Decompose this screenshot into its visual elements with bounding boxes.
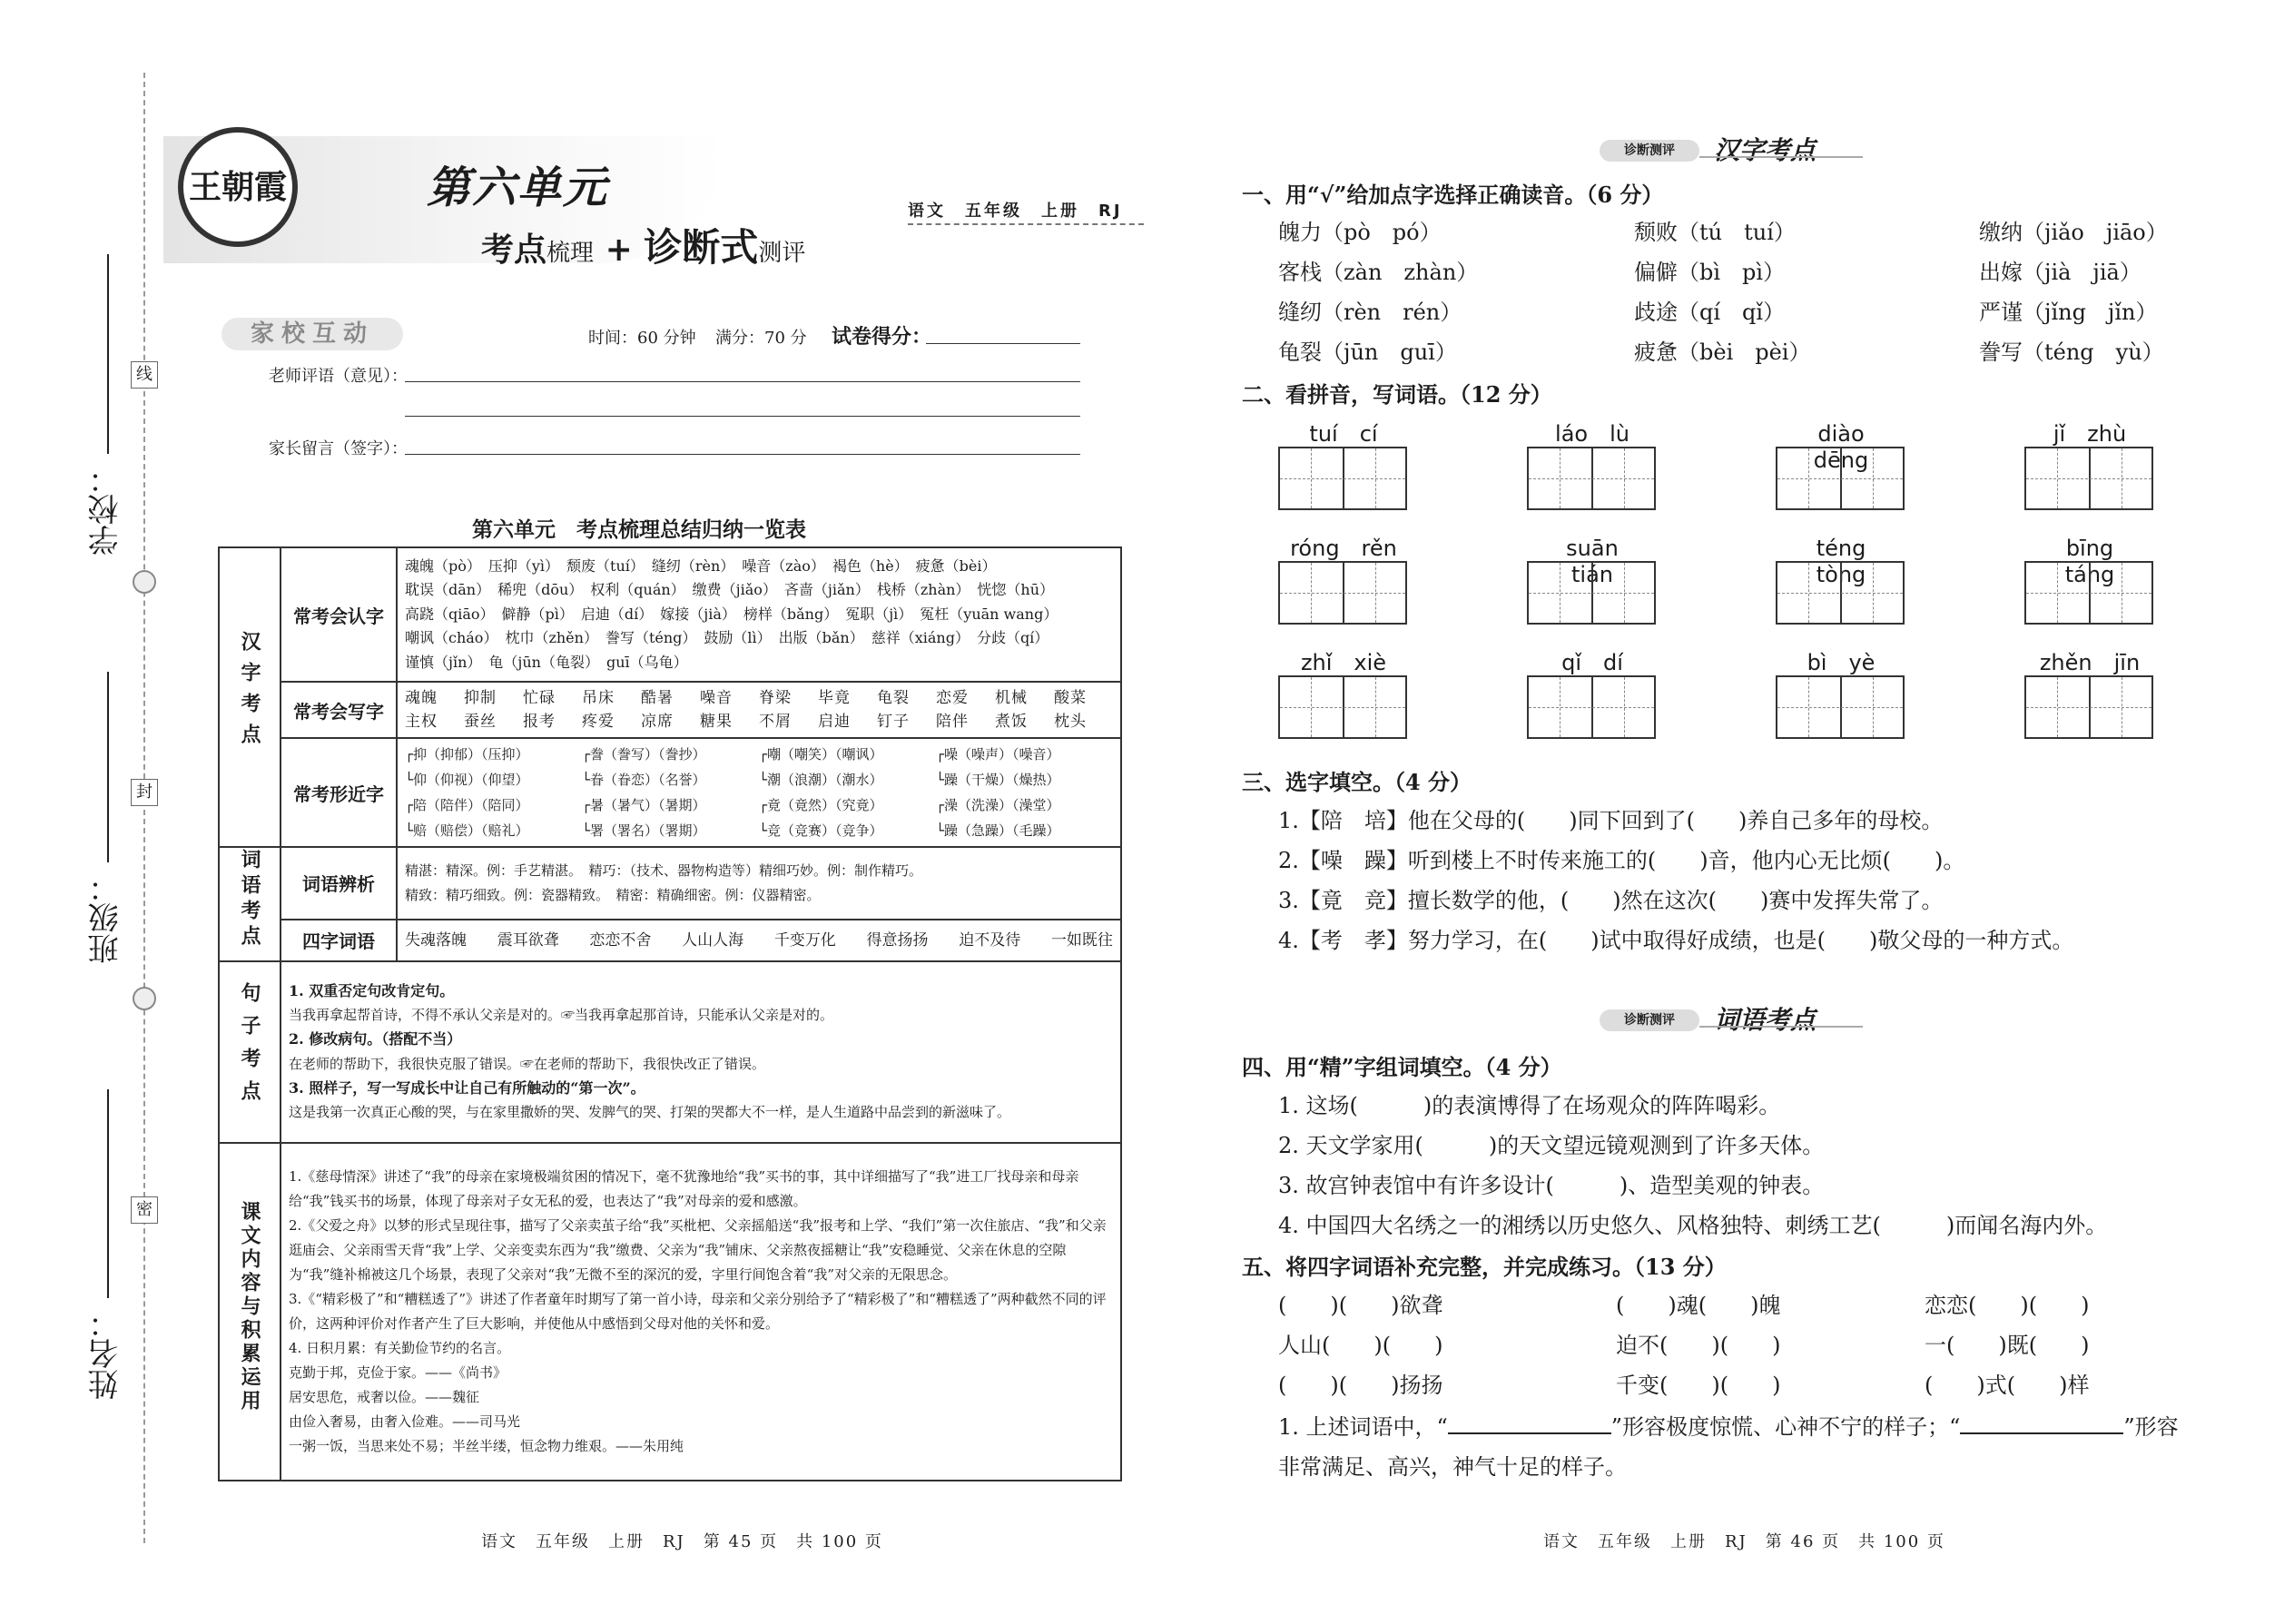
idiom: 得意扬扬 — [866, 930, 929, 950]
idiom-fill[interactable]: 一( )既( ) — [1925, 1333, 2090, 1358]
idiom: 恋恋不舍 — [589, 930, 652, 950]
sentence-example: 在老师的帮助下，我很快克服了错误。☞在老师的帮助下，我很快改正了错误。 — [289, 1055, 766, 1072]
name-label: 姓名： — [88, 1307, 124, 1400]
question-3-item[interactable]: 1.【陪 培】他在父母的( )同下回到了( )养自己多年的母校。 — [1278, 808, 1944, 833]
page-subtitle: 考点梳理 + 诊断式测评 — [481, 225, 806, 270]
kewen-line: 一粥一饭，当思来处不易；半丝半缕，恒念物力维艰。——朱用纯 — [289, 1438, 684, 1454]
question-2-title: 二、看拼音，写词语。（12 分） — [1242, 381, 1552, 408]
kewen-line: 由俭入奢易，由奢入俭难。——司马光 — [289, 1413, 521, 1430]
reading-choice[interactable]: 疲惫（bèi pèi） — [1634, 340, 1811, 365]
reading-choice[interactable]: 客栈（zàn zhàn） — [1278, 260, 1479, 285]
reading-choice[interactable]: 誊写（téng yù） — [1979, 340, 2164, 365]
section-tag-ciyu: 诊断测评 词语考点 — [1600, 1004, 1863, 1037]
similar-char-pair: ┌竟（竟然）（究竟） — [759, 797, 883, 813]
kewen-line: 1.《慈母情深》讲述了“我”的母亲在家境极端贫困的情况下，毫不犹豫地给“我”买书的事，其中详细描写了“我”进工厂找母亲和母亲给“我”钱买书的场景，体现了母亲对子女无私的爱，也表达了“我”对母亲的爱和感激。 — [289, 1168, 1079, 1209]
teacher-comment-label: 老师评语（意见）： — [269, 367, 408, 386]
kewen-line: 居安思危，戒奢以俭。——魏征 — [289, 1389, 480, 1405]
similar-char-pair: └躁（急躁）（毛躁） — [936, 822, 1060, 839]
teacher-comment-field[interactable] — [405, 381, 1080, 382]
idiom-fill[interactable]: 恋恋( )( ) — [1925, 1293, 2090, 1318]
question-4-item[interactable]: 2. 天文学家用( )的天文望远镜观测到了许多天体。 — [1278, 1133, 1825, 1158]
writing-box[interactable] — [2024, 561, 2153, 625]
similar-char-pair: └潮（浪潮）（潮水） — [759, 772, 883, 788]
xiezi-word: 酸菜 — [1054, 688, 1087, 707]
similar-char-pair: ┌抑（抑郁）（压抑） — [405, 746, 529, 763]
similar-char-pair: └署（署名）（署期） — [582, 822, 706, 839]
similar-char-pair: └竞（竞赛）（竞争） — [759, 822, 883, 839]
similar-char-pair: ┌澡（洗澡）（澡堂） — [936, 797, 1060, 813]
similar-char-pair: └躁（干燥）（燥热） — [936, 772, 1060, 788]
xingjin-grid — [397, 738, 1121, 847]
category-juzi: 句子考点 — [219, 961, 281, 1143]
seal-mark: 线 — [131, 361, 158, 389]
pinyin-prompt: téng tòng — [1816, 536, 1888, 587]
xiezi-word: 枕头 — [1054, 713, 1087, 731]
pinyin-prompt: zhǐ xiè — [1300, 650, 1387, 675]
question-3-item[interactable]: 4.【考 孝】努力学习，在( )试中取得好成绩，也是( )敬父母的一种方式。 — [1278, 928, 2074, 953]
writing-box[interactable] — [1527, 561, 1656, 625]
pinyin-prompt: róng rěn — [1290, 536, 1397, 561]
sizi-list — [397, 920, 1121, 961]
writing-box[interactable] — [2024, 447, 2153, 510]
summary-table — [218, 546, 1122, 1481]
writing-box[interactable] — [1278, 447, 1407, 510]
kewen-line: 4. 日积月累：有关勤俭节约的名言。 — [289, 1340, 511, 1356]
pinyin-prompt: suān tián — [1566, 536, 1640, 587]
xiezi-word: 报考 — [523, 713, 556, 731]
reading-choice[interactable]: 缝纫（rèn rén） — [1278, 300, 1462, 325]
idiom: 千变万化 — [773, 930, 836, 950]
idiom: 失魂落魄 — [405, 930, 467, 950]
xiezi-word: 脊梁 — [759, 688, 792, 707]
kewen-line: 2.《父爱之舟》以梦的形式呈现往事，描写了父亲卖茧子给“我”买枇杷、父亲摇船送“我”报考和上学、“我们”第一次住旅店、“我”和父亲逛庙会、父亲雨雪天背“我”上学、父亲变卖东西为“我”缴费、父亲为“我”铺床、父亲熬夜摇糖让“我”安稳睡觉、父亲在休息的空隙为“我”缝补棉被这几个场景，表现了父亲对“我”无微不至的深沉的爱，字里行间饱含着“我”对父亲的无限思念。 — [289, 1217, 1107, 1283]
pinyin-prompt: zhěn jīn — [2039, 650, 2141, 675]
kewen-line: 克勤于邦，克俭于家。——《尚书》 — [289, 1364, 507, 1381]
bianxi-content: 精湛：精深。例：手艺精湛。 精巧：（技术、器物构造等）精细巧妙。例：制作精巧。 精致：精巧细致。例：瓷器精致。 精密：精确细密。例：仪器精密。 — [397, 847, 1121, 920]
seal-mark: 密 — [131, 1196, 158, 1224]
category-kewen: 课文内容与积累运用 — [219, 1143, 281, 1481]
reading-choice[interactable]: 严谨（jǐng jǐn） — [1979, 300, 2158, 325]
juzi-content — [281, 961, 1121, 1143]
xiezi-word: 抑制 — [464, 688, 497, 707]
renzi-list: 魂魄（pò） 压抑（yì） 颓废（tuí） 缝纫（rèn） 噪音（zào） 褐色（hè） 疲惫（bèi） 耽误（dān） 稀兜（dōu） 权利（quán） 缴费（jiǎo） 吝啬（jiǎn） 栈桥（zhàn） 恍惚（hū） 高跷（qiāo） 僻静（pì） 启迪（dí） 嫁接（jià） 榜样（bǎng） 冤职（jì） 冤枉（yuān wang） 嘲讽（cháo） 枕巾（zhěn） 誊写（téng） 鼓励（lì） 出版（bǎn） 慈祥（xiáng） 分歧（qí） 谨慎（jǐn） 龟（jūn（龟裂） guī（乌龟） — [397, 547, 1121, 682]
idiom: 迫不及待 — [959, 930, 1021, 950]
unit-title: 第六单元 — [427, 162, 609, 213]
teacher-comment-field[interactable] — [405, 416, 1080, 417]
question-3-title: 三、选字填空。（4 分） — [1242, 769, 1472, 795]
section-tag-hanzi: 诊断测评 汉字考点 — [1600, 134, 1863, 167]
sentence-type: 2. 修改病句。（搭配不当） — [289, 1030, 462, 1048]
question-4-item[interactable]: 1. 这场( )的表演博得了在场观众的阵阵喝彩。 — [1278, 1093, 1781, 1118]
footer-left: 语文 五年级 上册 RJ 第 45 页 共 100 页 — [481, 1532, 883, 1551]
similar-char-pair: ┌暑（暑气）（暑期） — [582, 797, 706, 813]
score-label: 试卷得分： — [832, 325, 932, 349]
class-field[interactable] — [107, 672, 109, 862]
similar-char-pair: ┌嘲（嘲笑）（嘲讽） — [759, 746, 883, 763]
xiezi-word: 蚕丝 — [464, 713, 497, 731]
name-field[interactable] — [107, 1089, 109, 1298]
sub-bianxi: 词语辨析 — [281, 847, 397, 920]
sentence-example: 当我再拿起帮首诗，不得不承认父亲是对的。☞当我再拿起那首诗，只能承认父亲是对的。 — [289, 1007, 834, 1024]
footer-right: 语文 五年级 上册 RJ 第 46 页 共 100 页 — [1543, 1532, 1945, 1551]
question-3-item[interactable]: 2.【噪 躁】听到楼上不时传来施工的( )音，他内心无比烦( )。 — [1278, 848, 1965, 873]
reading-choice[interactable]: 歧途（qí qǐ） — [1634, 300, 1786, 325]
reading-choice[interactable]: 龟裂（jūn guī） — [1278, 340, 1457, 365]
question-4-item[interactable]: 4. 中国四大名绣之一的湘绣以历史悠久、风格独特、刺绣工艺( )而闻名海内外。 — [1278, 1213, 2108, 1238]
writing-box[interactable] — [1776, 675, 1905, 739]
kewen-line: 3.《“精彩极了”和“糟糕透了”》讲述了作者童年时期写了第一首小诗，母亲和父亲分别给予了“精彩极了”和“糟糕透了”两种截然不同的评价，这两种评价对作者产生了巨大影响，并使他从中感悟到父母对他的关怀和爱。 — [289, 1291, 1107, 1332]
binding-hole — [133, 987, 156, 1010]
pinyin-prompt: diào dēng — [1813, 421, 1886, 473]
idiom-fill[interactable]: 迫不( )( ) — [1616, 1333, 1781, 1358]
writing-box[interactable] — [1776, 561, 1905, 625]
question-3-item[interactable]: 3.【竟 竞】擅长数学的他，( )然在这次( )赛中发挥失常了。 — [1278, 888, 1944, 913]
idiom-fill[interactable]: ( )式( )样 — [1925, 1373, 2090, 1398]
time-limit: 时间：60 分钟 — [588, 329, 696, 348]
question-5-exercise-cont: 非常满足、高兴，神气十足的样子。 — [1278, 1454, 1627, 1480]
pinyin-prompt: láo lù — [1555, 421, 1629, 447]
question-4-item[interactable]: 3. 故宫钟表馆中有许多设计( )、造型美观的钟表。 — [1278, 1173, 1825, 1198]
xiezi-word: 龟裂 — [877, 688, 910, 707]
sentence-type: 3. 照样子，写一写成长中让自己有所触动的“第一次”。 — [289, 1078, 645, 1097]
school-label: 学校： — [88, 463, 124, 556]
pinyin-prompt: bīng táng — [2064, 536, 2136, 587]
sub-renzi: 常考会认字 — [281, 547, 397, 682]
writing-box[interactable] — [2024, 675, 2153, 739]
full-score: 满分：70 分 — [715, 329, 807, 348]
reading-choice[interactable]: 出嫁（jià jiā） — [1979, 260, 2141, 285]
xiezi-word: 酷暑 — [641, 688, 674, 707]
score-field[interactable] — [926, 343, 1080, 344]
kewen-content — [281, 1143, 1121, 1481]
category-ciyu: 词语考点 — [219, 847, 281, 961]
sub-xiezi: 常考会写字 — [281, 682, 397, 738]
xiezi-word: 忙碌 — [523, 688, 556, 707]
school-field[interactable] — [107, 254, 109, 454]
reading-choice[interactable]: 缴纳（jiǎo jiāo） — [1979, 220, 2168, 245]
similar-char-pair: ┌陪（陪伴）（陪同） — [405, 797, 529, 813]
pinyin-prompt: bì yè — [1807, 650, 1876, 675]
xiezi-word: 吊床 — [582, 688, 615, 707]
question-1-title: 一、用“√”给加点字选择正确读音。（6 分） — [1242, 182, 1664, 208]
xiezi-word: 毕竟 — [818, 688, 851, 707]
sentence-type: 1. 双重否定句改肯定句。 — [289, 981, 455, 999]
class-label: 班级： — [88, 871, 124, 964]
xiezi-word: 煮饭 — [995, 713, 1028, 731]
similar-char-pair: └仰（仰视）（仰望） — [405, 772, 529, 788]
similar-char-pair: └眷（眷恋）（名誉） — [582, 772, 706, 788]
idiom: 一如既往 — [1050, 930, 1113, 950]
binding-hole — [133, 570, 156, 594]
writing-box[interactable] — [1527, 675, 1656, 739]
idiom-fill[interactable]: 千变( )( ) — [1616, 1373, 1781, 1398]
reading-choice[interactable]: 魄力（pò pó） — [1278, 220, 1442, 245]
xiezi-word: 主权 — [405, 713, 438, 731]
xiezi-word: 不屑 — [759, 713, 792, 731]
question-4-title: 四、用“精”字组词填空。（4 分） — [1242, 1054, 1562, 1080]
pinyin-prompt: tuí cí — [1309, 421, 1378, 447]
xiezi-word: 钉子 — [877, 713, 910, 731]
writing-box[interactable] — [1278, 675, 1407, 739]
idiom-fill[interactable]: ( )( )欲聋 — [1278, 1293, 1443, 1318]
home-school-badge: 家校互动 — [222, 318, 403, 350]
idiom-fill[interactable]: ( )( )扬扬 — [1278, 1373, 1443, 1398]
similar-char-pair: ┌誊（誊写）（誊抄） — [582, 746, 706, 763]
sentence-example: 这是我第一次真正心酸的哭，与在家里撒娇的哭、发脾气的哭、打架的哭都大不一样，是人生道路中品尝到的新滋味了。 — [289, 1104, 1011, 1121]
cut-line — [143, 73, 145, 1543]
sub-sizi: 四字词语 — [281, 920, 397, 961]
idiom: 人山人海 — [682, 930, 744, 950]
xiezi-grid — [397, 682, 1121, 738]
idiom-fill[interactable]: ( )魂( )魄 — [1616, 1293, 1781, 1318]
xiezi-word: 机械 — [995, 688, 1028, 707]
writing-box[interactable] — [1527, 447, 1656, 510]
similar-char-pair: └赔（赔偿）（赔礼） — [405, 822, 529, 839]
writing-box[interactable] — [1278, 561, 1407, 625]
xiezi-word: 疼爱 — [582, 713, 615, 731]
parent-comment-field[interactable] — [405, 454, 1080, 455]
grade-tag: 语文 五年级 上册 RJ — [908, 202, 1123, 221]
xiezi-word: 启迪 — [818, 713, 851, 731]
brand-logo: 王朝霞 — [178, 127, 298, 247]
idiom: 震耳欲聋 — [497, 930, 559, 950]
similar-char-pair: ┌噪（噪声）（噪音） — [936, 746, 1060, 763]
pinyin-prompt: jǐ zhù — [2053, 421, 2127, 447]
xiezi-word: 恋爱 — [936, 688, 969, 707]
xiezi-word: 魂魄 — [405, 688, 438, 707]
xiezi-word: 陪伴 — [936, 713, 969, 731]
question-5-exercise[interactable]: 1. 上述词语中，“ ”形容极度惊慌、心神不宁的样子；“ ”形容 — [1278, 1414, 2179, 1440]
question-5-title: 五、将四字词语补充完整，并完成练习。（13 分） — [1242, 1254, 1727, 1280]
sub-xingjin: 常考形近字 — [281, 738, 397, 847]
xiezi-word: 噪音 — [700, 688, 733, 707]
reading-choice[interactable]: 偏僻（bì pì） — [1634, 260, 1786, 285]
reading-choice[interactable]: 颓败（tú tuí） — [1634, 220, 1796, 245]
parent-comment-label: 家长留言（签字）： — [269, 439, 408, 458]
writing-box[interactable] — [1776, 447, 1905, 510]
xiezi-word: 凉席 — [641, 713, 674, 731]
category-hanzi: 汉字考点 — [219, 547, 281, 847]
seal-mark: 封 — [131, 779, 158, 806]
summary-title: 第六单元 考点梳理总结归纳一览表 — [472, 517, 806, 542]
divider — [908, 223, 1144, 225]
pinyin-prompt: qǐ dí — [1561, 650, 1623, 675]
idiom-fill[interactable]: 人山( )( ) — [1278, 1333, 1443, 1358]
xiezi-word: 糖果 — [700, 713, 733, 731]
